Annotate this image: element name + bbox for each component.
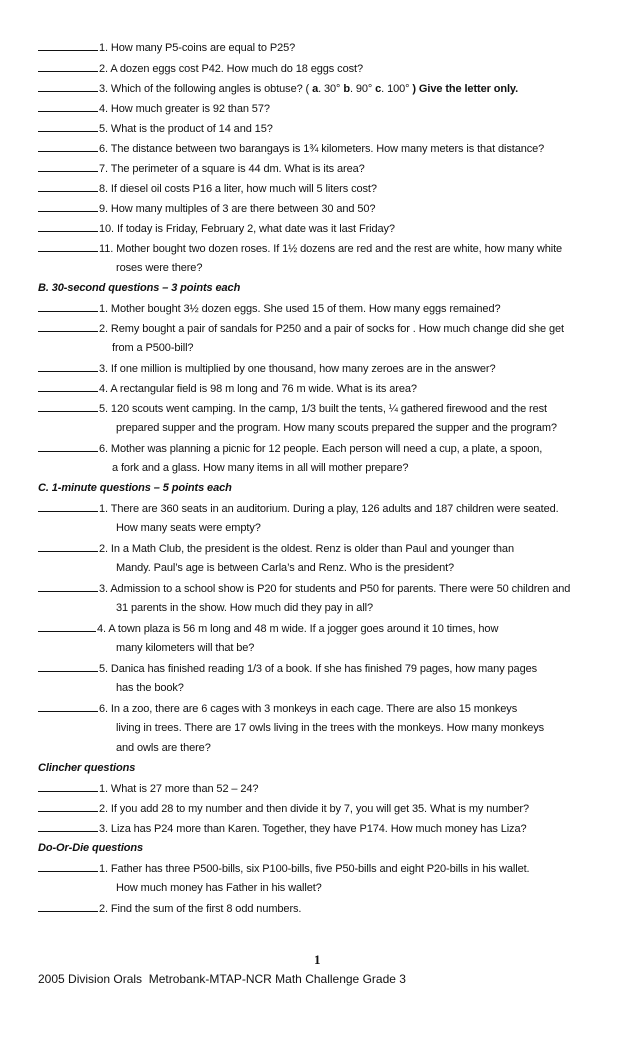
answer-blank[interactable] xyxy=(38,361,98,372)
answer-blank[interactable] xyxy=(38,321,98,332)
question-a1: 1. How many P5-coins are equal to P25? xyxy=(38,40,295,55)
answer-blank[interactable] xyxy=(38,40,98,51)
answer-blank[interactable] xyxy=(38,181,98,192)
question-b5: 5. 120 scouts went camping. In the camp, 1/3 built the tents, ¼ gathered firewood and the rest xyxy=(38,401,547,416)
question-c6: 6. In a zoo, there are 6 cages with 3 monkeys in each cage. There are also 15 monkeys xyxy=(38,701,517,716)
question-a2: 2. A dozen eggs cost P42. How much do 18 eggs cost? xyxy=(38,61,363,76)
section-b-heading: B. 30-second questions – 3 points each xyxy=(38,282,241,294)
question-a4: 4. How much greater is 92 than 57? xyxy=(38,101,270,116)
answer-blank[interactable] xyxy=(38,81,98,92)
clincher-heading: Clincher questions xyxy=(38,762,136,774)
answer-blank[interactable] xyxy=(38,101,98,112)
answer-blank[interactable] xyxy=(38,821,98,832)
question-b2-continued: from a P500-bill? xyxy=(112,342,194,354)
page-number: 1 xyxy=(314,952,321,967)
answer-blank[interactable] xyxy=(38,381,98,392)
answer-blank[interactable] xyxy=(38,781,98,792)
question-c3-continued: 31 parents in the show. How much did they pay in all? xyxy=(116,602,374,614)
answer-blank[interactable] xyxy=(38,541,98,552)
answer-blank[interactable] xyxy=(38,201,98,212)
question-a11: 11. Mother bought two dozen roses. If 1½ dozens are red and the rest are white, how many white xyxy=(38,241,562,256)
question-c2-continued: Mandy. Paul’s age is between Carla’s and Renz. Who is the president? xyxy=(116,562,455,574)
question-c1: 1. There are 360 seats in an auditorium. During a play, 126 adults and 187 children were seated. xyxy=(38,501,559,516)
question-b3: 3. If one million is multiplied by one thousand, how many zeroes are in the answer? xyxy=(38,361,495,376)
answer-blank[interactable] xyxy=(38,661,98,672)
question-c6-continued: living in trees. There are 17 owls living in the trees with the monkeys. How many monkeys xyxy=(116,722,545,734)
footer-event: 2005 Division Orals xyxy=(38,972,143,986)
question-a8: 8. If diesel oil costs P16 a liter, how much will 5 liters cost? xyxy=(38,181,377,196)
question-a3: 3. Which of the following angles is obtuse? ( a. 30° b. 90° c. 100° ) Give the letter only. xyxy=(38,81,518,96)
answer-blank[interactable] xyxy=(38,621,96,632)
question-clincher-2: 2. If you add 28 to my number and then divide it by 7, you will get 35. What is my number? xyxy=(38,801,529,816)
answer-blank[interactable] xyxy=(38,301,98,312)
answer-blank[interactable] xyxy=(38,501,98,512)
question-c2: 2. In a Math Club, the president is the oldest. Renz is older than Paul and younger than xyxy=(38,541,514,556)
question-clincher-1: 1. What is 27 more than 52 – 24? xyxy=(38,781,258,796)
question-a7: 7. The perimeter of a square is 44 dm. What is its area? xyxy=(38,161,365,176)
question-b5-continued: prepared supper and the program. How many scouts prepared the supper and the program? xyxy=(116,422,557,434)
answer-blank[interactable] xyxy=(38,701,98,712)
answer-blank[interactable] xyxy=(38,441,98,452)
answer-blank[interactable] xyxy=(38,901,98,912)
question-c4: 4. A town plaza is 56 m long and 48 m wide. If a jogger goes around it 10 times, how xyxy=(38,621,498,636)
question-a10: 10. If today is Friday, February 2, what date was it last Friday? xyxy=(38,221,395,236)
question-clincher-3: 3. Liza has P24 more than Karen. Together, they have P174. How much money has Liza? xyxy=(38,821,527,836)
section-c-heading: C. 1-minute questions – 5 points each xyxy=(38,482,232,494)
answer-blank[interactable] xyxy=(38,121,98,132)
question-b6-continued: a fork and a glass. How many items in all will mother prepare? xyxy=(112,462,409,474)
answer-blank[interactable] xyxy=(38,161,98,172)
question-a11-continued: roses were there? xyxy=(116,262,203,274)
question-c3: 3. Admission to a school show is P20 for students and P50 for parents. There were 50 children and xyxy=(38,581,570,596)
do-or-die-heading: Do-Or-Die questions xyxy=(38,842,144,854)
question-c4-continued: many kilometers will that be? xyxy=(116,642,255,654)
question-a6: 6. The distance between two barangays is 1¾ kilometers. How many meters is that distance? xyxy=(38,141,544,156)
question-b4: 4. A rectangular field is 98 m long and 76 m wide. What is its area? xyxy=(38,381,417,396)
answer-blank[interactable] xyxy=(38,801,98,812)
answer-blank[interactable] xyxy=(38,221,98,232)
question-b6: 6. Mother was planning a picnic for 12 people. Each person will need a cup, a plate, a spoon, xyxy=(38,441,542,456)
question-do-or-die-1: 1. Father has three P500-bills, six P100-bills, five P50-bills and eight P20-bills in his wallet. xyxy=(38,861,530,876)
answer-blank[interactable] xyxy=(38,61,98,72)
footer xyxy=(38,972,406,986)
question-a5: 5. What is the product of 14 and 15? xyxy=(38,121,273,136)
footer-title: Metrobank-MTAP-NCR Math Challenge Grade 3 xyxy=(148,972,406,986)
answer-blank[interactable] xyxy=(38,861,98,872)
question-c5: 5. Danica has finished reading 1/3 of a book. If she has finished 79 pages, how many pages xyxy=(38,661,537,676)
question-b1: 1. Mother bought 3½ dozen eggs. She used 15 of them. How many eggs remained? xyxy=(38,301,501,316)
question-b2: 2. Remy bought a pair of sandals for P250 and a pair of socks for . How much change did she get xyxy=(38,321,564,336)
question-do-or-die-2: 2. Find the sum of the first 8 odd numbers. xyxy=(38,901,301,916)
answer-blank[interactable] xyxy=(38,581,98,592)
answer-blank[interactable] xyxy=(38,401,98,412)
question-c1-continued: How many seats were empty? xyxy=(116,522,261,534)
question-a9: 9. How many multiples of 3 are there between 30 and 50? xyxy=(38,201,375,216)
question-c6-continued-2: and owls are there? xyxy=(116,742,211,754)
question-c5-continued: has the book? xyxy=(116,682,184,694)
answer-blank[interactable] xyxy=(38,241,98,252)
question-do-or-die-1-continued: How much money has Father in his wallet? xyxy=(116,882,322,894)
answer-blank[interactable] xyxy=(38,141,98,152)
